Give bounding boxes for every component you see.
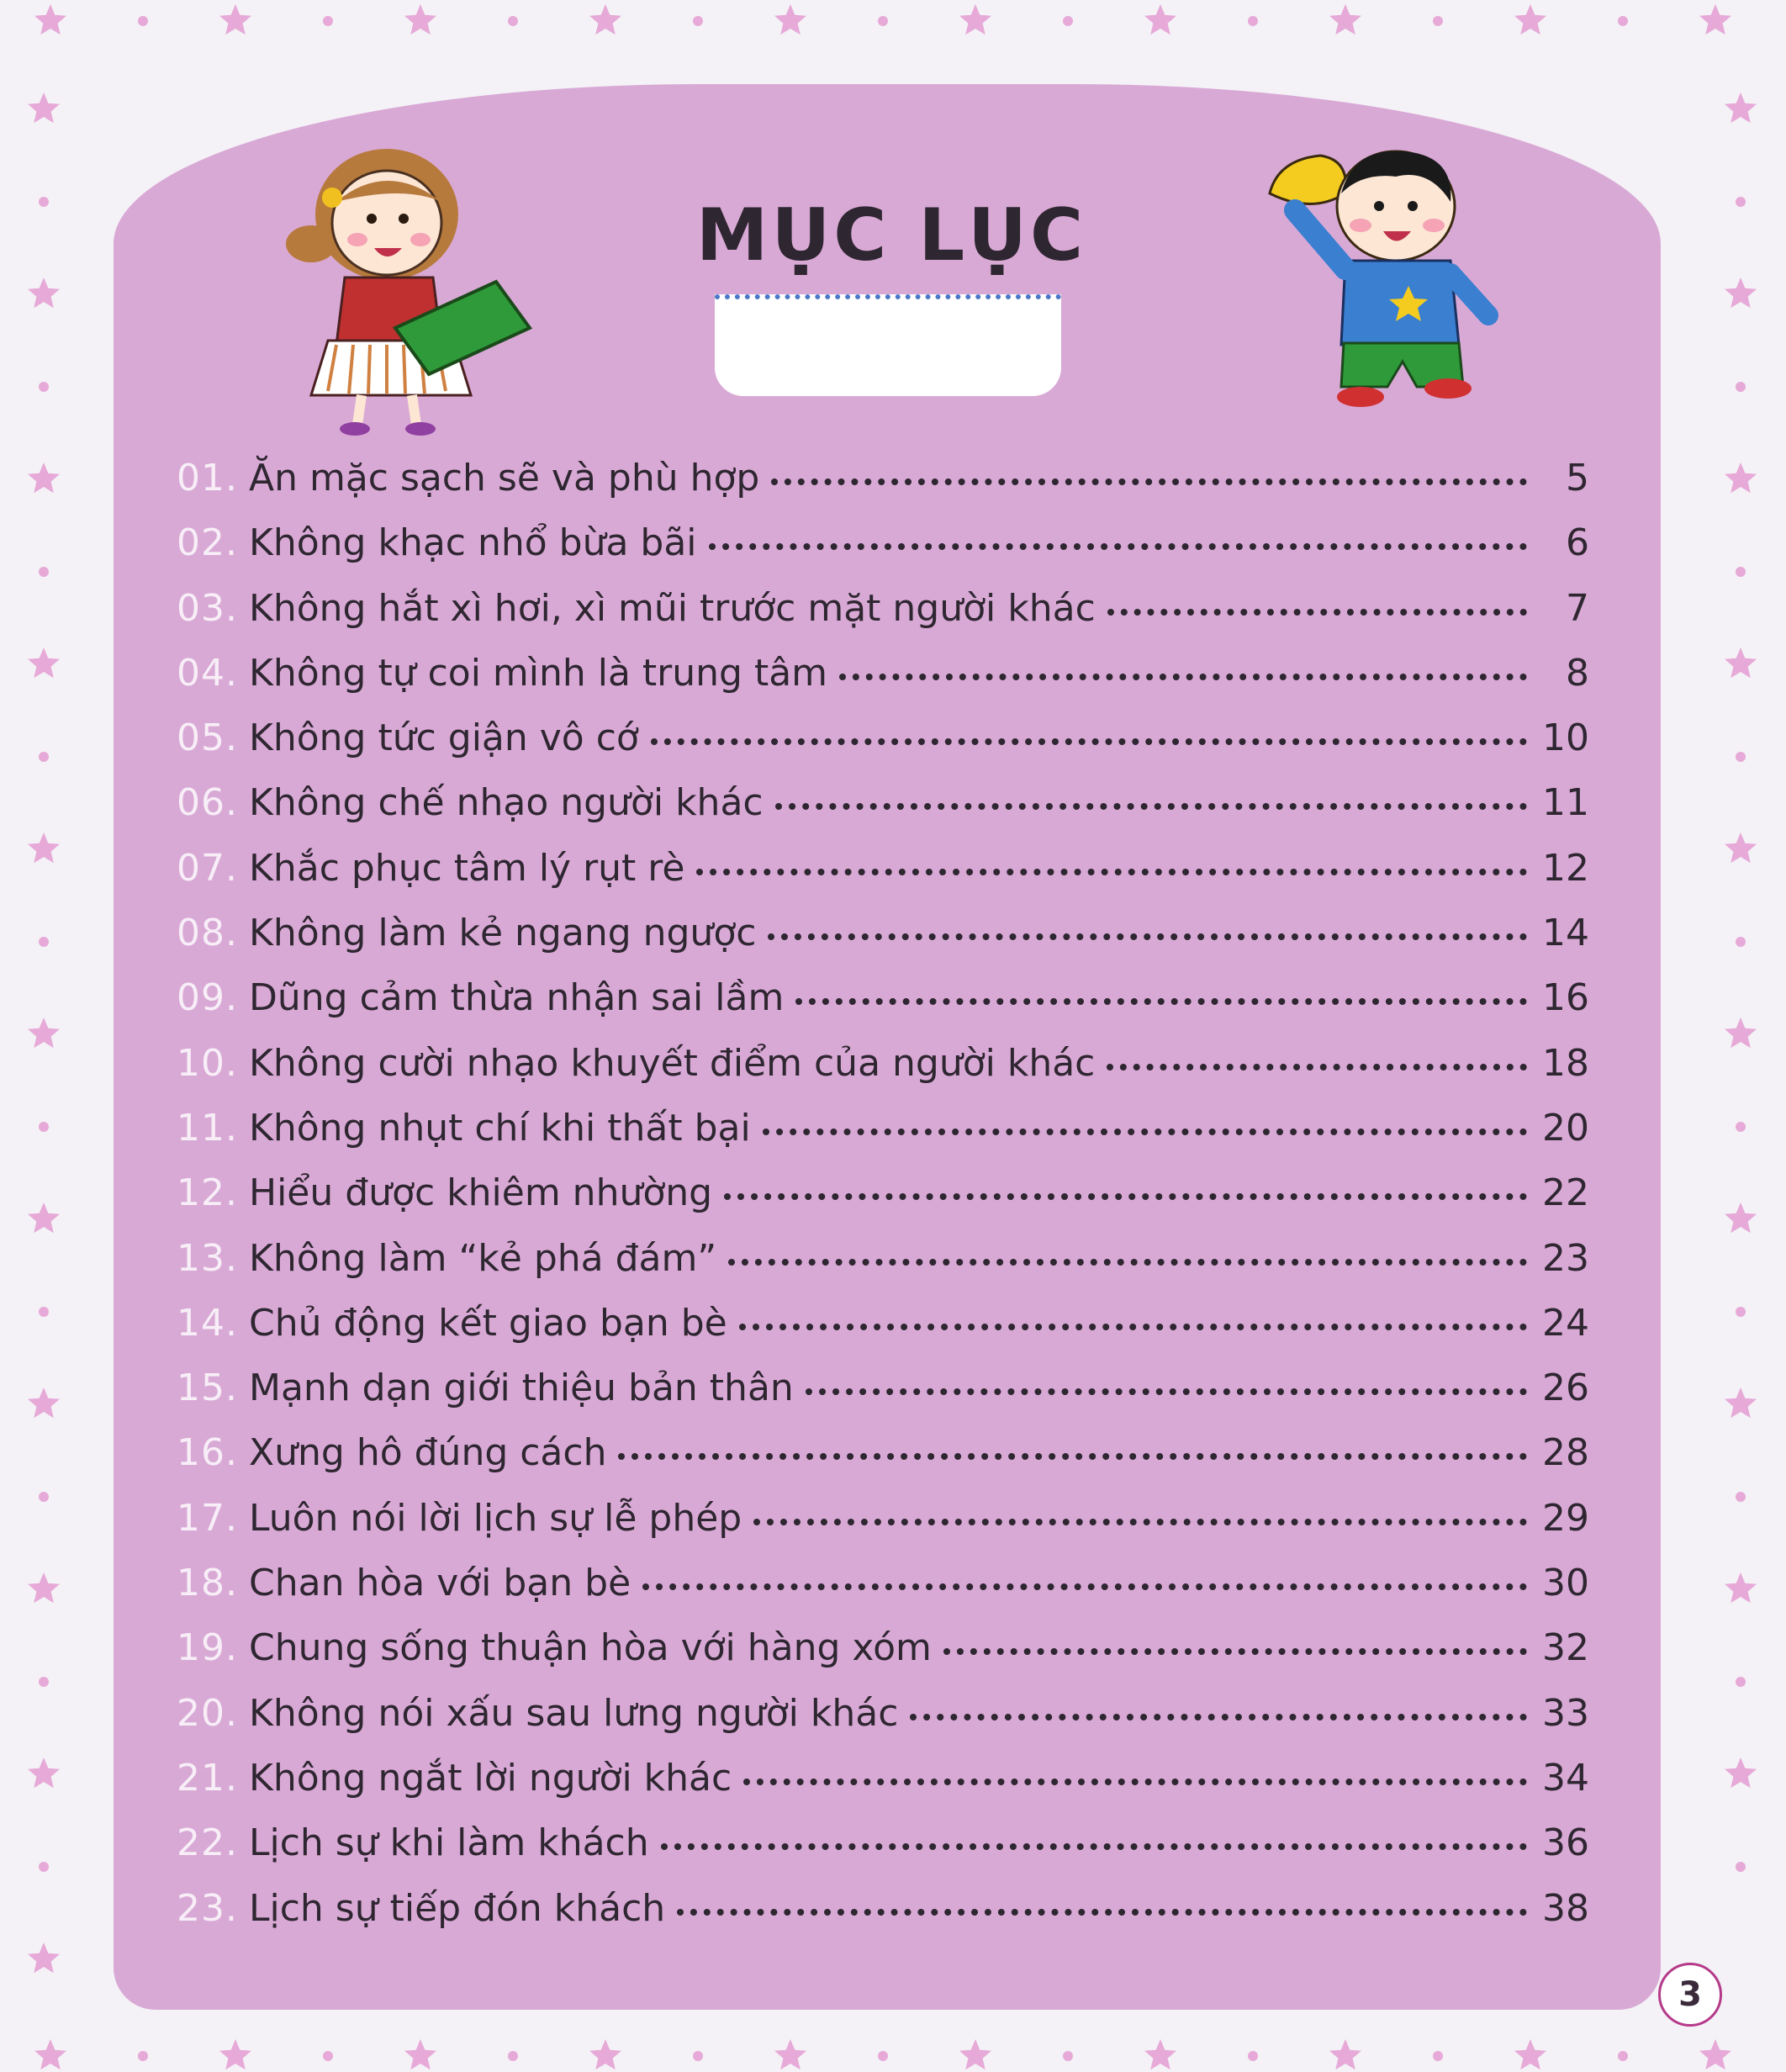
toc-entry-number: 05 — [177, 716, 225, 760]
boy-with-hat-illustration — [1261, 135, 1514, 420]
toc-entry[interactable] — [177, 446, 1589, 510]
toc-entry[interactable] — [177, 1356, 1589, 1420]
star-decoration — [1725, 1758, 1757, 1788]
toc-entry-page: 12 — [1542, 846, 1589, 890]
toc-entry[interactable] — [177, 1681, 1589, 1746]
star-decoration — [1144, 2039, 1176, 2069]
toc-entry-title: Không chế nhạo người khác — [249, 781, 764, 825]
dot-decoration — [138, 16, 148, 26]
toc-number-separator: . — [225, 976, 237, 1020]
table-of-contents — [177, 446, 1589, 1941]
star-decoration — [1725, 832, 1757, 863]
toc-entry[interactable] — [177, 1486, 1589, 1551]
toc-number-separator: . — [225, 457, 237, 500]
toc-number-separator: . — [225, 1236, 237, 1280]
toc-entry-page: 36 — [1542, 1821, 1589, 1865]
toc-entry-title: Không tự coi mình là trung tâm — [249, 651, 828, 695]
toc-entry[interactable] — [177, 1291, 1589, 1356]
toc-entry[interactable] — [177, 1226, 1589, 1291]
star-decoration — [1725, 462, 1757, 493]
toc-entry-title: Không khạc nhổ bừa bãi — [249, 521, 697, 565]
toc-entry-number: 12 — [177, 1171, 225, 1215]
toc-dot-leader — [739, 1324, 1527, 1330]
dot-decoration — [1618, 2051, 1628, 2061]
toc-entry-page: 8 — [1566, 651, 1589, 695]
star-decoration — [959, 4, 991, 34]
dot-decoration — [1618, 16, 1628, 26]
dot-decoration — [1736, 197, 1746, 207]
toc-entry[interactable] — [177, 576, 1589, 641]
title-banner-box — [715, 294, 1061, 396]
star-decoration — [28, 1572, 60, 1603]
star-decoration — [1725, 1018, 1757, 1048]
toc-entry-number: 15 — [177, 1366, 225, 1410]
toc-entry-title: Không ngắt lời người khác — [249, 1756, 732, 1800]
toc-number-separator: . — [225, 1366, 237, 1410]
dot-decoration — [323, 16, 333, 26]
toc-dot-leader — [943, 1648, 1527, 1655]
toc-number-separator: . — [225, 1496, 237, 1540]
dot-decoration — [39, 1307, 49, 1317]
toc-entry-number: 03 — [177, 586, 225, 630]
toc-entry-number: 07 — [177, 846, 225, 890]
toc-entry-page: 5 — [1566, 457, 1589, 500]
toc-entry-title: Lịch sự tiếp đón khách — [249, 1886, 666, 1930]
toc-entry-title: Không làm “kẻ phá đám” — [249, 1236, 717, 1280]
star-decoration — [404, 2039, 436, 2069]
toc-dot-leader — [806, 1388, 1527, 1395]
star-decoration — [28, 648, 60, 678]
star-decoration — [959, 2039, 991, 2069]
toc-entry-page: 23 — [1542, 1236, 1589, 1280]
toc-entry-page: 29 — [1542, 1496, 1589, 1540]
toc-dot-leader — [775, 803, 1527, 810]
toc-number-separator: . — [225, 1301, 237, 1345]
toc-dot-leader — [724, 1193, 1527, 1200]
toc-dot-leader — [677, 1909, 1527, 1916]
toc-entry[interactable] — [177, 901, 1589, 965]
toc-entry-title: Ăn mặc sạch sẽ và phù hợp — [249, 457, 760, 500]
toc-entry-page: 34 — [1542, 1756, 1589, 1800]
toc-entry-title: Chan hòa với bạn bè — [249, 1562, 631, 1605]
star-decoration — [28, 1018, 60, 1048]
dot-decoration — [1736, 1492, 1746, 1502]
toc-entry-title: Không nhụt chí khi thất bại — [249, 1106, 751, 1150]
star-decoration — [28, 1942, 60, 1973]
toc-number-separator: . — [225, 651, 237, 695]
toc-entry-title: Chung sống thuận hòa với hàng xóm — [249, 1626, 932, 1670]
toc-entry-title: Dũng cảm thừa nhận sai lầm — [249, 976, 785, 1020]
toc-entry-number: 04 — [177, 651, 225, 695]
toc-entry[interactable] — [177, 1551, 1589, 1615]
toc-entry-number: 01 — [177, 457, 225, 500]
toc-entry-title: Xưng hô đúng cách — [249, 1431, 607, 1475]
toc-entry[interactable] — [177, 641, 1589, 706]
girl-with-book-illustration — [277, 135, 547, 437]
toc-entry-page: 33 — [1542, 1691, 1589, 1735]
toc-entry-page: 38 — [1542, 1886, 1589, 1930]
toc-entry-number: 16 — [177, 1431, 225, 1475]
toc-entry-title: Khắc phục tâm lý rụt rè — [249, 846, 685, 890]
toc-number-separator: . — [225, 781, 237, 825]
dot-decoration — [138, 2051, 148, 2061]
star-decoration — [219, 2039, 251, 2069]
dot-decoration — [878, 2051, 888, 2061]
star-decoration — [28, 278, 60, 308]
dot-decoration — [1736, 382, 1746, 392]
dot-decoration — [39, 567, 49, 577]
toc-entry-number: 23 — [177, 1886, 225, 1930]
star-decoration — [1699, 4, 1731, 34]
star-decoration — [589, 4, 621, 34]
star-decoration — [774, 4, 806, 34]
dot-decoration — [39, 937, 49, 947]
toc-entry-page: 20 — [1542, 1106, 1589, 1150]
toc-entry-number: 09 — [177, 976, 225, 1020]
toc-number-separator: . — [225, 586, 237, 630]
toc-entry[interactable] — [177, 1746, 1589, 1810]
toc-entry[interactable] — [177, 836, 1589, 901]
star-decoration — [1514, 4, 1546, 34]
toc-dot-leader — [618, 1453, 1527, 1460]
toc-dot-leader — [696, 869, 1527, 875]
toc-entry[interactable] — [177, 770, 1589, 835]
toc-entry[interactable] — [177, 1096, 1589, 1160]
toc-entry-number: 18 — [177, 1562, 225, 1605]
toc-entry-number: 22 — [177, 1821, 225, 1865]
page-number: 3 — [1658, 1963, 1722, 2027]
star-decoration — [28, 462, 60, 493]
dot-decoration — [1736, 567, 1746, 577]
dot-decoration — [1433, 16, 1443, 26]
dot-decoration — [1736, 1307, 1746, 1317]
star-decoration — [589, 2039, 621, 2069]
toc-dot-leader — [910, 1714, 1527, 1720]
dot-decoration — [693, 2051, 703, 2061]
toc-entry-number: 17 — [177, 1496, 225, 1540]
star-decoration — [1725, 278, 1757, 308]
dot-decoration — [39, 1677, 49, 1687]
toc-entry-number: 14 — [177, 1301, 225, 1345]
toc-entry-title: Hiểu được khiêm nhường — [249, 1171, 713, 1215]
star-decoration — [28, 1202, 60, 1233]
toc-entry[interactable] — [177, 510, 1589, 575]
toc-entry[interactable] — [177, 1031, 1589, 1096]
toc-number-separator: . — [225, 1562, 237, 1605]
dot-decoration — [39, 1862, 49, 1872]
star-decoration — [1329, 2039, 1361, 2069]
page-title: MỤC LỤC — [695, 193, 1087, 278]
dot-decoration — [1736, 1677, 1746, 1687]
toc-entry-page: 16 — [1542, 976, 1589, 1020]
star-decoration — [219, 4, 251, 34]
toc-entry-number: 02 — [177, 521, 225, 565]
dot-decoration — [693, 16, 703, 26]
toc-dot-leader — [709, 543, 1527, 550]
toc-entry-title: Không cười nhạo khuyết điểm của người khác — [249, 1041, 1096, 1085]
star-decoration — [34, 4, 66, 34]
star-decoration — [1144, 4, 1176, 34]
dot-decoration — [508, 16, 518, 26]
dot-decoration — [323, 2051, 333, 2061]
toc-number-separator: . — [225, 1886, 237, 1930]
toc-entry-page: 22 — [1542, 1171, 1589, 1215]
toc-dot-leader — [743, 1779, 1527, 1785]
toc-entry-page: 10 — [1542, 716, 1589, 760]
toc-entry[interactable] — [177, 1615, 1589, 1680]
dot-decoration — [39, 197, 49, 207]
toc-entry-page: 26 — [1542, 1366, 1589, 1410]
toc-dot-leader — [795, 998, 1527, 1005]
star-decoration — [28, 832, 60, 863]
toc-entry-number: 13 — [177, 1236, 225, 1280]
toc-entry-number: 06 — [177, 781, 225, 825]
dot-decoration — [1433, 2051, 1443, 2061]
toc-entry-title: Chủ động kết giao bạn bè — [249, 1301, 727, 1345]
dot-decoration — [39, 382, 49, 392]
toc-entry-page: 32 — [1542, 1626, 1589, 1670]
toc-entry-page: 24 — [1542, 1301, 1589, 1345]
dot-decoration — [1736, 937, 1746, 947]
star-decoration — [1725, 648, 1757, 678]
toc-dot-leader — [651, 738, 1527, 745]
toc-number-separator: . — [225, 716, 237, 760]
toc-entry-title: Mạnh dạn giới thiệu bản thân — [249, 1366, 794, 1410]
toc-entry[interactable] — [177, 1876, 1589, 1941]
dot-decoration — [508, 2051, 518, 2061]
star-decoration — [1725, 1388, 1757, 1418]
toc-number-separator: . — [225, 1756, 237, 1800]
toc-entry-number: 08 — [177, 912, 225, 955]
toc-number-separator: . — [225, 521, 237, 565]
star-decoration — [28, 1388, 60, 1418]
toc-entry-number: 19 — [177, 1626, 225, 1670]
star-decoration — [1725, 92, 1757, 123]
star-decoration — [404, 4, 436, 34]
star-decoration — [1725, 1572, 1757, 1603]
toc-entry-number: 11 — [177, 1106, 225, 1150]
dot-decoration — [878, 16, 888, 26]
toc-entry-title: Lịch sự khi làm khách — [249, 1821, 649, 1865]
toc-entry-title: Không nói xấu sau lưng người khác — [249, 1691, 899, 1735]
toc-dot-leader — [728, 1259, 1527, 1266]
dot-decoration — [39, 1122, 49, 1132]
toc-entry[interactable] — [177, 965, 1589, 1030]
toc-entry[interactable] — [177, 1420, 1589, 1485]
toc-dot-leader — [768, 933, 1527, 940]
toc-entry-page: 6 — [1566, 521, 1589, 565]
dot-decoration — [1736, 1122, 1746, 1132]
toc-number-separator: . — [225, 1626, 237, 1670]
toc-dot-leader — [763, 1128, 1527, 1135]
star-decoration — [34, 2039, 66, 2069]
star-decoration — [28, 1758, 60, 1788]
dot-decoration — [1736, 752, 1746, 762]
toc-entry-title: Không làm kẻ ngang ngược — [249, 912, 757, 955]
toc-entry-title: Không tức giận vô cớ — [249, 716, 639, 760]
toc-number-separator: . — [225, 1171, 237, 1215]
toc-entry[interactable] — [177, 1810, 1589, 1875]
toc-dot-leader — [642, 1583, 1527, 1590]
toc-number-separator: . — [225, 1106, 237, 1150]
star-decoration — [1514, 2039, 1546, 2069]
dot-decoration — [1063, 16, 1073, 26]
toc-number-separator: . — [225, 1431, 237, 1475]
toc-dot-leader — [661, 1843, 1527, 1850]
toc-entry-title: Luôn nói lời lịch sự lễ phép — [249, 1496, 742, 1540]
toc-entry-number: 20 — [177, 1691, 225, 1735]
toc-dot-leader — [1107, 609, 1527, 616]
toc-entry-page: 28 — [1542, 1431, 1589, 1475]
toc-entry[interactable] — [177, 1160, 1589, 1225]
toc-dot-leader — [753, 1519, 1527, 1525]
toc-number-separator: . — [225, 846, 237, 890]
star-decoration — [1725, 1202, 1757, 1233]
toc-entry-page: 11 — [1542, 781, 1589, 825]
toc-dot-leader — [1107, 1064, 1527, 1070]
toc-entry-page: 14 — [1542, 912, 1589, 955]
dot-decoration — [1248, 16, 1258, 26]
dot-decoration — [1248, 2051, 1258, 2061]
toc-entry-page: 30 — [1542, 1562, 1589, 1605]
toc-number-separator: . — [225, 1821, 237, 1865]
toc-entry[interactable] — [177, 706, 1589, 770]
toc-number-separator: . — [225, 912, 237, 955]
toc-entry-number: 10 — [177, 1041, 225, 1085]
toc-number-separator: . — [225, 1691, 237, 1735]
dot-decoration — [39, 752, 49, 762]
toc-entry-number: 21 — [177, 1756, 225, 1800]
toc-dot-leader — [839, 674, 1527, 680]
star-decoration — [1699, 2039, 1731, 2069]
toc-number-separator: . — [225, 1041, 237, 1085]
toc-dot-leader — [771, 478, 1527, 485]
star-decoration — [1329, 4, 1361, 34]
dot-decoration — [1736, 1862, 1746, 1872]
dot-decoration — [39, 1492, 49, 1502]
toc-entry-title: Không hắt xì hơi, xì mũi trước mặt người khác — [249, 586, 1096, 630]
toc-entry-page: 18 — [1542, 1041, 1589, 1085]
star-decoration — [774, 2039, 806, 2069]
star-decoration — [28, 92, 60, 123]
dot-decoration — [1063, 2051, 1073, 2061]
toc-entry-page: 7 — [1566, 586, 1589, 630]
